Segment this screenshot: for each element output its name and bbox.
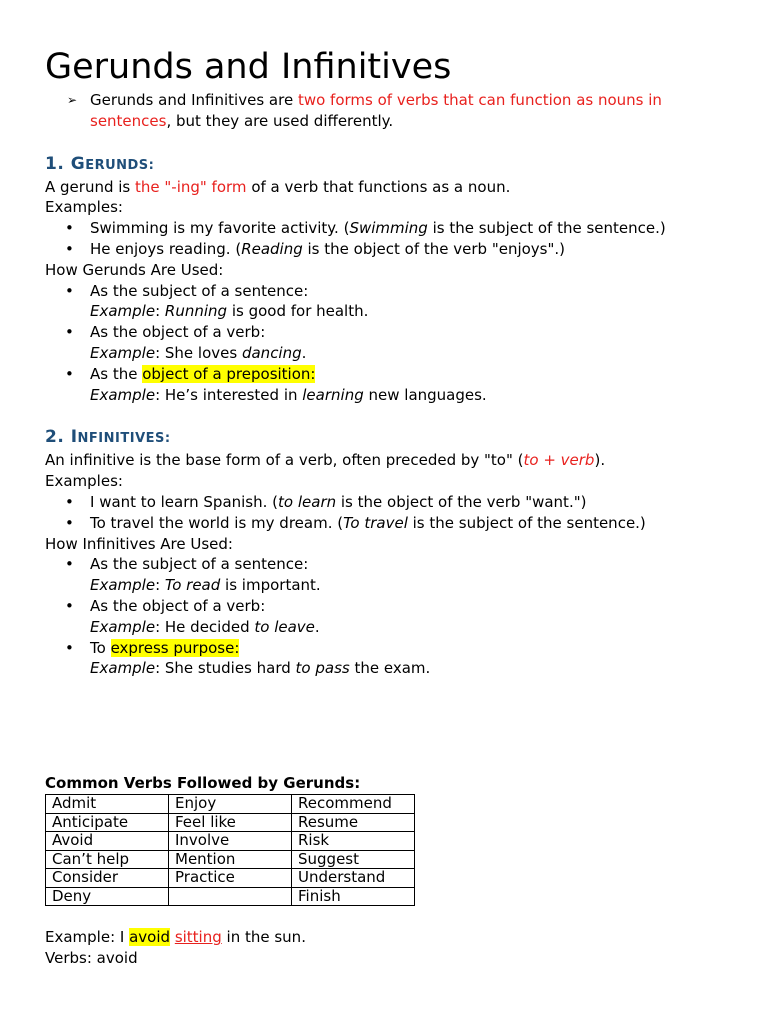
table-cell: Feel like — [169, 813, 292, 832]
page-title: Gerunds and Infinitives — [45, 47, 452, 87]
verbs-line: Verbs: avoid — [45, 949, 138, 968]
usage-label: How Gerunds Are Used: — [45, 260, 224, 279]
table-cell: Avoid — [46, 832, 169, 851]
intro-line — [67, 90, 735, 132]
intro-text-end: , but they are used differently. — [166, 111, 394, 130]
table-cell: Suggest — [292, 850, 415, 869]
table-cell: Risk — [292, 832, 415, 851]
list-item: • As the subject of a sentence: Example: Running is good for health. — [45, 281, 735, 323]
table-row — [46, 869, 415, 888]
underlined-text: sitting — [174, 928, 222, 947]
section-heading-gerunds: 1. GERUNDS: — [45, 153, 155, 174]
infinitive-definition: An infinitive is the base form of a verb, often preceded by "to" (to + verb). — [45, 451, 606, 470]
table-cell: Understand — [292, 869, 415, 888]
example-sentence: Example: I avoid sitting in the sun. — [45, 928, 306, 947]
table-cell — [169, 887, 292, 906]
section-heading-infinitives: 2. INFINITIVES: — [45, 427, 171, 448]
table-cell: Finish — [292, 887, 415, 906]
table-cell: Deny — [46, 887, 169, 906]
list-item: • As the object of a preposition: Example: He’s interested in learning new languages. — [45, 364, 735, 406]
table-cell: Mention — [169, 850, 292, 869]
list-item: • As the subject of a sentence: Example: To read is important. — [45, 554, 735, 596]
usage-label: How Infinitives Are Used: — [45, 534, 233, 553]
list-item: • To travel the world is my dream. (To travel is the subject of the sentence.) — [45, 513, 735, 534]
table-cell: Consider — [46, 869, 169, 888]
table-cell: Resume — [292, 813, 415, 832]
table-row — [46, 813, 415, 832]
verbs-table — [45, 794, 415, 907]
intro-text: Gerunds and Infinitives are — [90, 91, 298, 109]
highlighted-text: avoid — [129, 928, 171, 947]
gerund-examples-list — [45, 218, 735, 260]
table-cell: Can’t help — [46, 850, 169, 869]
list-item: • He enjoys reading. (Reading is the object of the verb "enjoys".) — [45, 239, 735, 260]
list-item: • As the object of a verb: Example: She loves dancing. — [45, 322, 735, 364]
list-item: • As the object of a verb: Example: He decided to leave. — [45, 596, 735, 638]
gerund-definition: A gerund is the "-ing" form of a verb that functions as a noun. — [45, 177, 511, 196]
highlighted-text: express purpose: — [110, 638, 240, 657]
table-cell: Practice — [169, 869, 292, 888]
table-row — [46, 850, 415, 869]
list-item: • I want to learn Spanish. (to learn is the object of the verb "want.") — [45, 492, 735, 513]
highlighted-text: object of a preposition: — [142, 364, 316, 383]
table-cell: Involve — [169, 832, 292, 851]
table-row — [46, 794, 415, 813]
list-item: • To express purpose: Example: She studies hard to pass the exam. — [45, 638, 735, 680]
list-item: • Swimming is my favorite activity. (Swimming is the subject of the sentence.) — [45, 218, 735, 239]
table-row — [46, 832, 415, 851]
infinitive-examples-list — [45, 492, 735, 534]
table-title: Common Verbs Followed by Gerunds: — [45, 774, 361, 793]
examples-label: Examples: — [45, 472, 123, 491]
table-cell: Recommend — [292, 794, 415, 813]
infinitive-usage-list — [45, 554, 735, 679]
table-cell: Admit — [46, 794, 169, 813]
table-row — [46, 887, 415, 906]
gerund-usage-list — [45, 281, 735, 406]
arrow-bullet-icon: ➢ — [67, 93, 78, 107]
examples-label: Examples: — [45, 198, 123, 217]
table-cell: Anticipate — [46, 813, 169, 832]
document-page — [45, 44, 735, 969]
intro-highlight: two forms of verbs that can function as nouns in sentences — [90, 91, 662, 130]
table-cell: Enjoy — [169, 794, 292, 813]
